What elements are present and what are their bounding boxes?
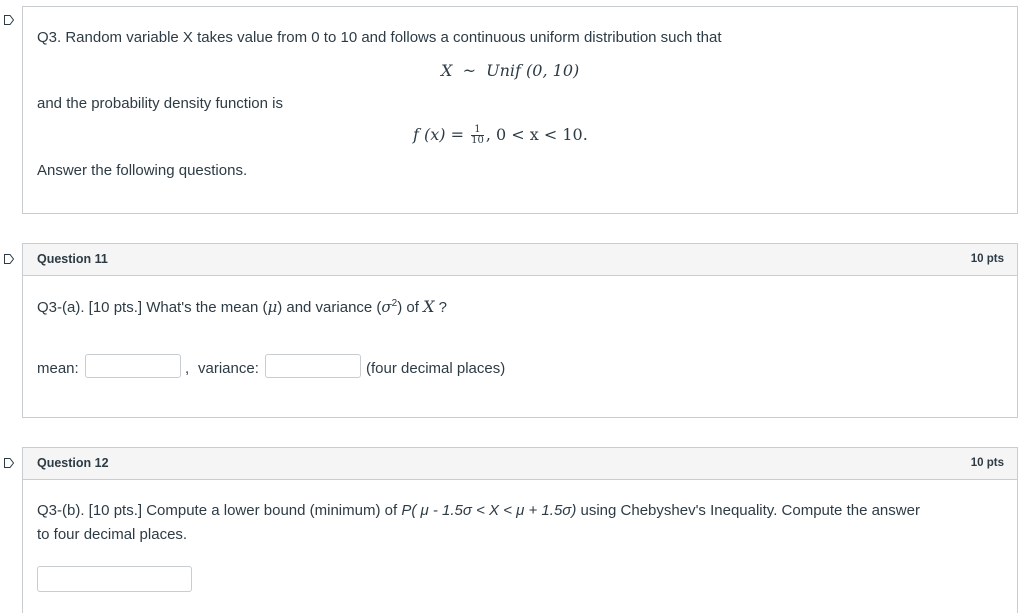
question-text: Q3-(a). [10 pts.] What's the mean (μ) and variance $(\sigma^2)$ of X ?	[37, 297, 447, 316]
mean-input[interactable]	[85, 354, 181, 378]
question-title: Question 11	[37, 252, 108, 266]
question-12-card	[22, 447, 1018, 613]
variance-label: variance:	[198, 360, 259, 377]
question-points: 10 pts	[970, 457, 1004, 469]
question-title: Question 12	[37, 456, 109, 470]
intro-text: Q3. Random variable X takes value from 0 to 10 and follows a continuous uniform distribution such that	[37, 29, 722, 46]
flag-question-icon[interactable]	[3, 253, 15, 265]
question-text-continued: to four decimal places.	[37, 526, 188, 543]
distribution-formula	[441, 61, 579, 80]
answer-input[interactable]	[37, 566, 192, 592]
x-variable: X	[423, 297, 435, 316]
pdf-formula	[413, 125, 588, 146]
flag-question-icon[interactable]	[3, 14, 15, 26]
question-11-card	[22, 243, 1018, 418]
pdf-lhs: f (x) =	[413, 125, 465, 144]
instructions-text: Answer the following questions.	[37, 162, 248, 179]
flag-question-icon[interactable]	[3, 457, 15, 469]
precision-note: (four decimal places)	[366, 360, 506, 377]
mean-label: mean:	[37, 360, 79, 377]
probability-expression: P( μ - 1.5σ < X < μ + 1.5σ)	[401, 502, 577, 519]
question-points: 10 pts	[970, 253, 1004, 265]
question-header	[23, 244, 1017, 276]
intro-card	[22, 6, 1018, 214]
x-variable: X	[441, 61, 453, 80]
pdf-fraction: $\frac{1}{10}$	[471, 124, 484, 146]
pdf-domain: , 0 < x < 10.	[485, 125, 588, 144]
question-header	[23, 448, 1017, 480]
question-text: Q3-(b). [10 pts.] Compute a lower bound (minimum) of P( μ - 1.5σ < X < μ + 1.5σ) using Chebyshev's Inequality. Compute the answer	[37, 502, 920, 519]
comma-separator: ,	[185, 360, 190, 377]
unif-expression: Unif (0, 10)	[486, 61, 580, 80]
sigma-symbol: σ	[381, 298, 392, 316]
pdf-intro-text: and the probability density function is	[37, 95, 283, 112]
distributed-as-symbol: ~	[462, 61, 476, 80]
variance-input[interactable]	[265, 354, 361, 378]
mu-symbol: μ	[267, 298, 278, 316]
